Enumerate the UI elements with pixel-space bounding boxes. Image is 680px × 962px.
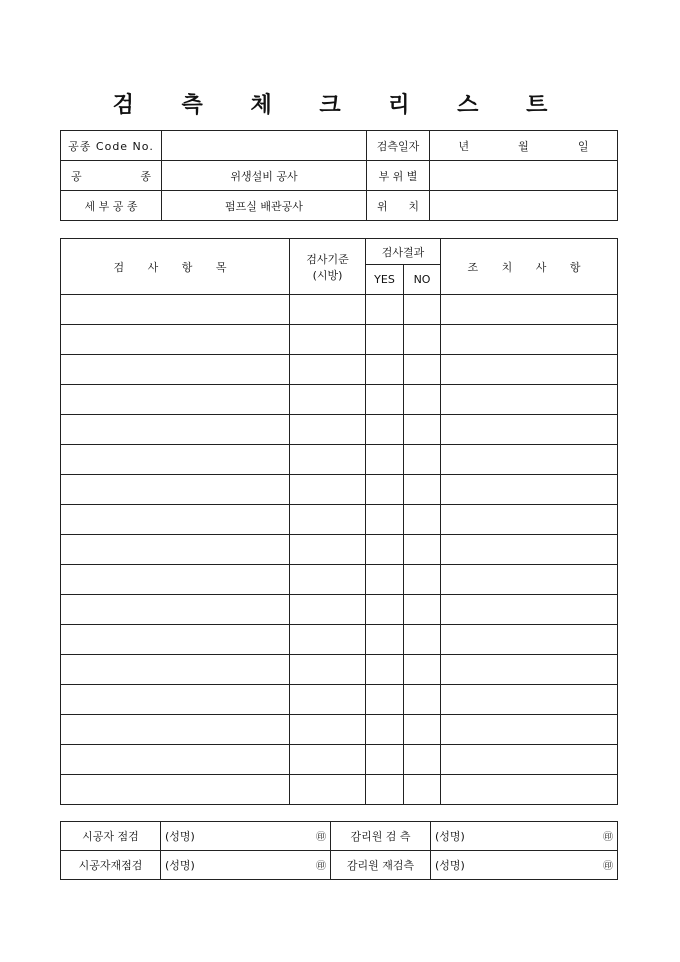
sign-right-name-field[interactable]: [431, 851, 618, 880]
check-standard-cell[interactable]: [290, 625, 366, 655]
check-item-cell[interactable]: [61, 685, 290, 715]
checklist-row: [61, 655, 618, 685]
check-action-cell[interactable]: [441, 415, 618, 445]
check-action-cell[interactable]: [441, 775, 618, 805]
code-value[interactable]: [162, 131, 367, 161]
checklist-row: [61, 355, 618, 385]
check-yes-cell[interactable]: [366, 655, 404, 685]
col-standard-line2: (시방): [312, 268, 343, 282]
check-yes-cell[interactable]: [366, 385, 404, 415]
check-no-cell[interactable]: [404, 745, 441, 775]
check-standard-cell[interactable]: [290, 415, 366, 445]
check-action-cell[interactable]: [441, 295, 618, 325]
check-action-cell[interactable]: [441, 325, 618, 355]
col-no-header: NO: [404, 265, 441, 295]
part-label: 부 위 별: [367, 161, 430, 191]
sign-left-name-field[interactable]: [161, 851, 331, 880]
check-action-cell[interactable]: [441, 505, 618, 535]
check-item-cell[interactable]: [61, 325, 290, 355]
detail-value[interactable]: 펌프실 배관공사: [162, 191, 367, 221]
check-no-cell[interactable]: [404, 325, 441, 355]
check-item-cell[interactable]: [61, 595, 290, 625]
check-no-cell[interactable]: [404, 355, 441, 385]
check-yes-cell[interactable]: [366, 565, 404, 595]
check-no-cell[interactable]: [404, 655, 441, 685]
checklist-row: [61, 685, 618, 715]
check-action-cell[interactable]: [441, 625, 618, 655]
sign-left-name: (성명): [165, 830, 195, 843]
page-title: 검 측 체 크 리 스 트: [112, 92, 568, 118]
check-action-cell[interactable]: [441, 565, 618, 595]
check-yes-cell[interactable]: [366, 355, 404, 385]
check-item-cell[interactable]: [61, 775, 290, 805]
checklist-row: [61, 745, 618, 775]
checklist-row: [61, 625, 618, 655]
date-label: 검측일자: [367, 131, 430, 161]
check-item-cell[interactable]: [61, 655, 290, 685]
check-yes-cell[interactable]: [366, 745, 404, 775]
seal-icon: ㊞: [316, 832, 326, 843]
check-yes-cell[interactable]: [366, 625, 404, 655]
col-item-header: 검 사 항 목: [61, 239, 290, 295]
check-item-cell[interactable]: [61, 415, 290, 445]
check-no-cell[interactable]: [404, 475, 441, 505]
check-yes-cell[interactable]: [366, 535, 404, 565]
check-item-cell[interactable]: [61, 445, 290, 475]
check-standard-cell[interactable]: [290, 355, 366, 385]
check-action-cell[interactable]: [441, 355, 618, 385]
check-yes-cell[interactable]: [366, 685, 404, 715]
check-yes-cell[interactable]: [366, 445, 404, 475]
check-no-cell[interactable]: [404, 625, 441, 655]
date-day-label: 일: [577, 139, 589, 153]
signature-row: [61, 851, 618, 880]
check-no-cell[interactable]: [404, 505, 441, 535]
check-item-cell[interactable]: [61, 295, 290, 325]
check-item-cell[interactable]: [61, 625, 290, 655]
check-yes-cell[interactable]: [366, 415, 404, 445]
check-no-cell[interactable]: [404, 715, 441, 745]
check-standard-cell[interactable]: [290, 475, 366, 505]
check-action-cell[interactable]: [441, 595, 618, 625]
signature-row: [61, 822, 618, 851]
checklist-header-row: [61, 239, 618, 265]
check-no-cell[interactable]: [404, 385, 441, 415]
code-label: 공종 Code No.: [61, 131, 162, 161]
col-standard-header: [290, 239, 366, 295]
header-info-table: [60, 130, 618, 221]
info-row-code: [61, 131, 618, 161]
checklist-table: [60, 238, 618, 805]
check-standard-cell[interactable]: [290, 775, 366, 805]
checklist-row: [61, 385, 618, 415]
check-yes-cell[interactable]: [366, 775, 404, 805]
check-action-cell[interactable]: [441, 745, 618, 775]
check-no-cell[interactable]: [404, 685, 441, 715]
check-action-cell[interactable]: [441, 655, 618, 685]
work-label: 공 종: [61, 161, 162, 191]
checklist-row: [61, 415, 618, 445]
date-month-label: 월: [518, 139, 529, 153]
sign-right-label: 감리원 재검측: [331, 851, 431, 880]
sign-right-name: (성명): [435, 830, 465, 843]
info-row-detail: [61, 191, 618, 221]
sign-right-label: 감리원 검 측: [331, 822, 431, 851]
check-yes-cell[interactable]: [366, 475, 404, 505]
checklist-row: [61, 295, 618, 325]
check-no-cell[interactable]: [404, 295, 441, 325]
checklist-row: [61, 445, 618, 475]
check-no-cell[interactable]: [404, 445, 441, 475]
detail-label: 세 부 공 종: [61, 191, 162, 221]
sign-left-name: (성명): [165, 859, 195, 872]
check-standard-cell[interactable]: [290, 385, 366, 415]
date-value[interactable]: [430, 131, 618, 161]
check-yes-cell[interactable]: [366, 295, 404, 325]
signature-table: [60, 821, 618, 880]
check-item-cell[interactable]: [61, 565, 290, 595]
checklist-row: [61, 565, 618, 595]
check-action-cell[interactable]: [441, 715, 618, 745]
sign-right-name: (성명): [435, 859, 465, 872]
check-standard-cell[interactable]: [290, 445, 366, 475]
sign-right-name-field[interactable]: [431, 822, 618, 851]
check-action-cell[interactable]: [441, 535, 618, 565]
check-no-cell[interactable]: [404, 775, 441, 805]
check-yes-cell[interactable]: [366, 505, 404, 535]
check-yes-cell[interactable]: [366, 595, 404, 625]
check-standard-cell[interactable]: [290, 565, 366, 595]
check-no-cell[interactable]: [404, 565, 441, 595]
check-standard-cell[interactable]: [290, 685, 366, 715]
col-standard-line1: 검사기준: [306, 252, 349, 266]
check-action-cell[interactable]: [441, 385, 618, 415]
check-no-cell[interactable]: [404, 415, 441, 445]
check-standard-cell[interactable]: [290, 745, 366, 775]
seal-icon: ㊞: [603, 832, 613, 843]
check-yes-cell[interactable]: [366, 325, 404, 355]
col-yes-header: YES: [366, 265, 404, 295]
check-no-cell[interactable]: [404, 535, 441, 565]
check-item-cell[interactable]: [61, 475, 290, 505]
check-item-cell[interactable]: [61, 385, 290, 415]
date-year-label: 년: [458, 139, 470, 153]
check-no-cell[interactable]: [404, 595, 441, 625]
check-standard-cell[interactable]: [290, 595, 366, 625]
check-item-cell[interactable]: [61, 715, 290, 745]
sign-left-label: 시공자재점검: [61, 851, 161, 880]
location-label: 위 치: [367, 191, 430, 221]
check-item-cell[interactable]: [61, 745, 290, 775]
checklist-row: [61, 325, 618, 355]
part-value[interactable]: [430, 161, 618, 191]
sign-left-name-field[interactable]: [161, 822, 331, 851]
col-action-header: 조 치 사 항: [441, 239, 618, 295]
location-value[interactable]: [430, 191, 618, 221]
check-standard-cell[interactable]: [290, 535, 366, 565]
check-standard-cell[interactable]: [290, 325, 366, 355]
checklist-row: [61, 595, 618, 625]
check-item-cell[interactable]: [61, 505, 290, 535]
checklist-row: [61, 715, 618, 745]
sign-left-label: 시공자 점검: [61, 822, 161, 851]
check-standard-cell[interactable]: [290, 715, 366, 745]
check-action-cell[interactable]: [441, 475, 618, 505]
check-standard-cell[interactable]: [290, 505, 366, 535]
check-action-cell[interactable]: [441, 685, 618, 715]
checklist-row: [61, 535, 618, 565]
check-item-cell[interactable]: [61, 355, 290, 385]
check-action-cell[interactable]: [441, 445, 618, 475]
check-standard-cell[interactable]: [290, 295, 366, 325]
checklist-row: [61, 775, 618, 805]
check-standard-cell[interactable]: [290, 655, 366, 685]
checklist-row: [61, 505, 618, 535]
info-row-work: [61, 161, 618, 191]
checklist-row: [61, 475, 618, 505]
check-yes-cell[interactable]: [366, 715, 404, 745]
work-value[interactable]: 위생설비 공사: [162, 161, 367, 191]
seal-icon: ㊞: [316, 861, 326, 872]
check-item-cell[interactable]: [61, 535, 290, 565]
seal-icon: ㊞: [603, 861, 613, 872]
col-result-header: 검사결과: [366, 239, 441, 265]
